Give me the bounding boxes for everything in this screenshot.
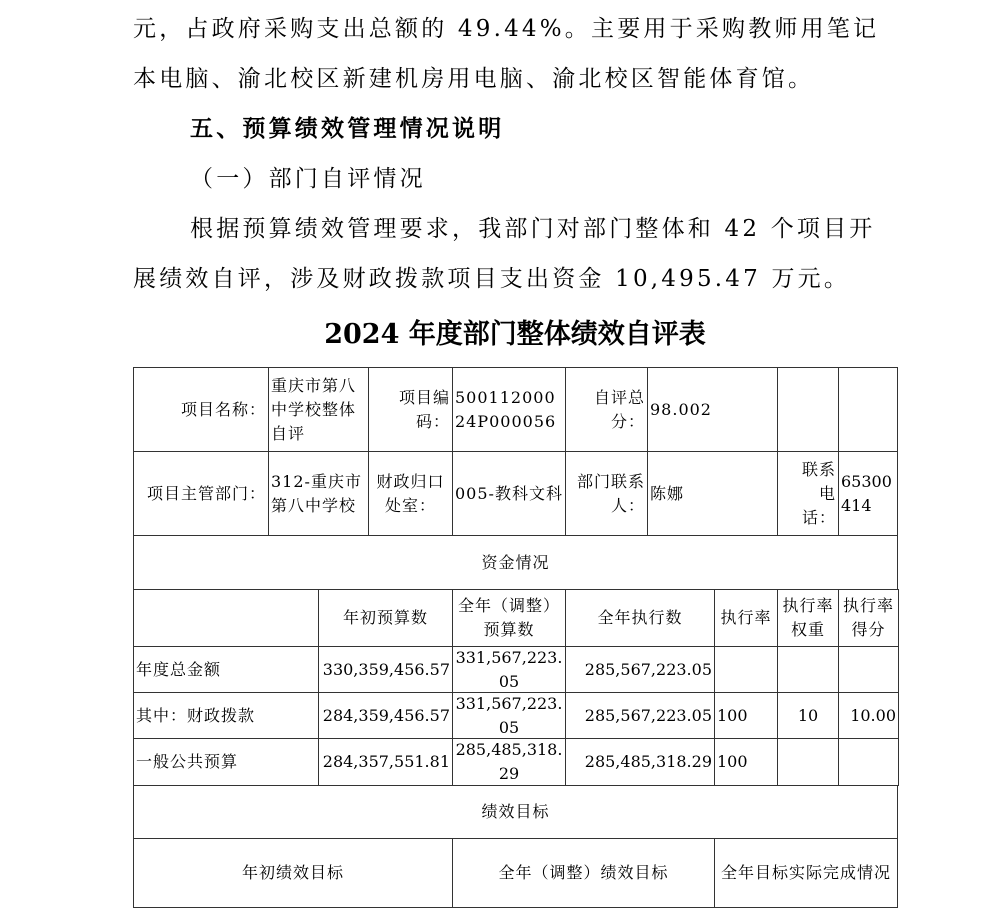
funds-cell: 100 — [714, 692, 778, 739]
funds-cell: 285,567,223.05 — [565, 692, 715, 739]
funds-cell: 285,485,318.29 — [452, 738, 566, 786]
funds-cell: 330,359,456.57 — [318, 646, 453, 693]
funds-cell — [777, 738, 839, 786]
subsection-heading: （一）部门自评情况 — [190, 166, 426, 192]
code-label: 项目编码： — [368, 367, 453, 452]
dept-value: 312-重庆市第八中学校 — [268, 451, 369, 536]
score-value: 98.002 — [647, 367, 778, 452]
funds-cell: 331,567,223.05 — [452, 646, 566, 693]
phone-label: 联系电话： — [777, 451, 839, 536]
dept-label: 项目主管部门： — [133, 451, 269, 536]
phone-value: 65300414 — [838, 451, 898, 536]
empty-cell — [838, 367, 898, 452]
office-label: 财政归口处室： — [368, 451, 453, 536]
funds-cell: 10 — [777, 692, 839, 739]
funds-cell — [838, 646, 899, 693]
goal-col-initial: 年初绩效目标 — [133, 838, 453, 908]
funds-cell: 284,359,456.57 — [318, 692, 453, 739]
section-heading: 五、预算绩效管理情况说明 — [190, 116, 505, 142]
table-title: 2024 年度部门整体绩效自评表 — [324, 319, 706, 350]
funds-cell: 其中：财政拨款 — [133, 692, 319, 739]
code-value: 50011200024P000056 — [452, 367, 566, 452]
funds-cell: 一般公共预算 — [133, 738, 319, 786]
funds-column-header: 全年（调整）预算数 — [452, 589, 566, 647]
funds-cell: 285,485,318.29 — [565, 738, 715, 786]
funds-cell: 284,357,551.81 — [318, 738, 453, 786]
goals-header: 绩效目标 — [133, 785, 898, 839]
funds-cell — [838, 738, 899, 786]
funds-column-header: 执行率得分 — [838, 589, 899, 647]
funds-header: 资金情况 — [133, 535, 898, 590]
office-value: 005-教科文科 — [452, 451, 566, 536]
name-value: 重庆市第八中学校整体自评 — [268, 367, 369, 452]
name-label: 项目名称： — [133, 367, 269, 452]
paragraph: 元，占政府采购支出总额的 49.44%。主要用于采购教师用笔记 — [133, 16, 880, 42]
paragraph: 本电脑、渝北校区新建机房用电脑、渝北校区智能体育馆。 — [133, 66, 815, 92]
funds-cell: 100 — [714, 738, 778, 786]
funds-column-header: 执行率权重 — [777, 589, 839, 647]
funds-cell: 10.00 — [838, 692, 899, 739]
funds-cell: 331,567,223.05 — [452, 692, 566, 739]
funds-column-header: 全年执行数 — [565, 589, 715, 647]
paragraph: 根据预算绩效管理要求，我部门对部门整体和 42 个项目开 — [190, 216, 876, 242]
goal-col-adjusted: 全年（调整）绩效目标 — [452, 838, 715, 908]
empty-cell — [777, 367, 839, 452]
funds-column-header: 执行率 — [714, 589, 778, 647]
contact-value: 陈娜 — [647, 451, 778, 536]
score-label: 自评总分： — [565, 367, 648, 452]
funds-cell — [714, 646, 778, 693]
funds-column-header: 年初预算数 — [318, 589, 453, 647]
paragraph: 展绩效自评，涉及财政拨款项目支出资金 10,495.47 万元。 — [133, 266, 851, 292]
contact-label: 部门联系人： — [565, 451, 648, 536]
goal-col-actual: 全年目标实际完成情况 — [714, 838, 898, 908]
funds-cell — [777, 646, 839, 693]
funds-column-header — [133, 589, 319, 647]
funds-cell: 年度总金额 — [133, 646, 319, 693]
funds-cell: 285,567,223.05 — [565, 646, 715, 693]
